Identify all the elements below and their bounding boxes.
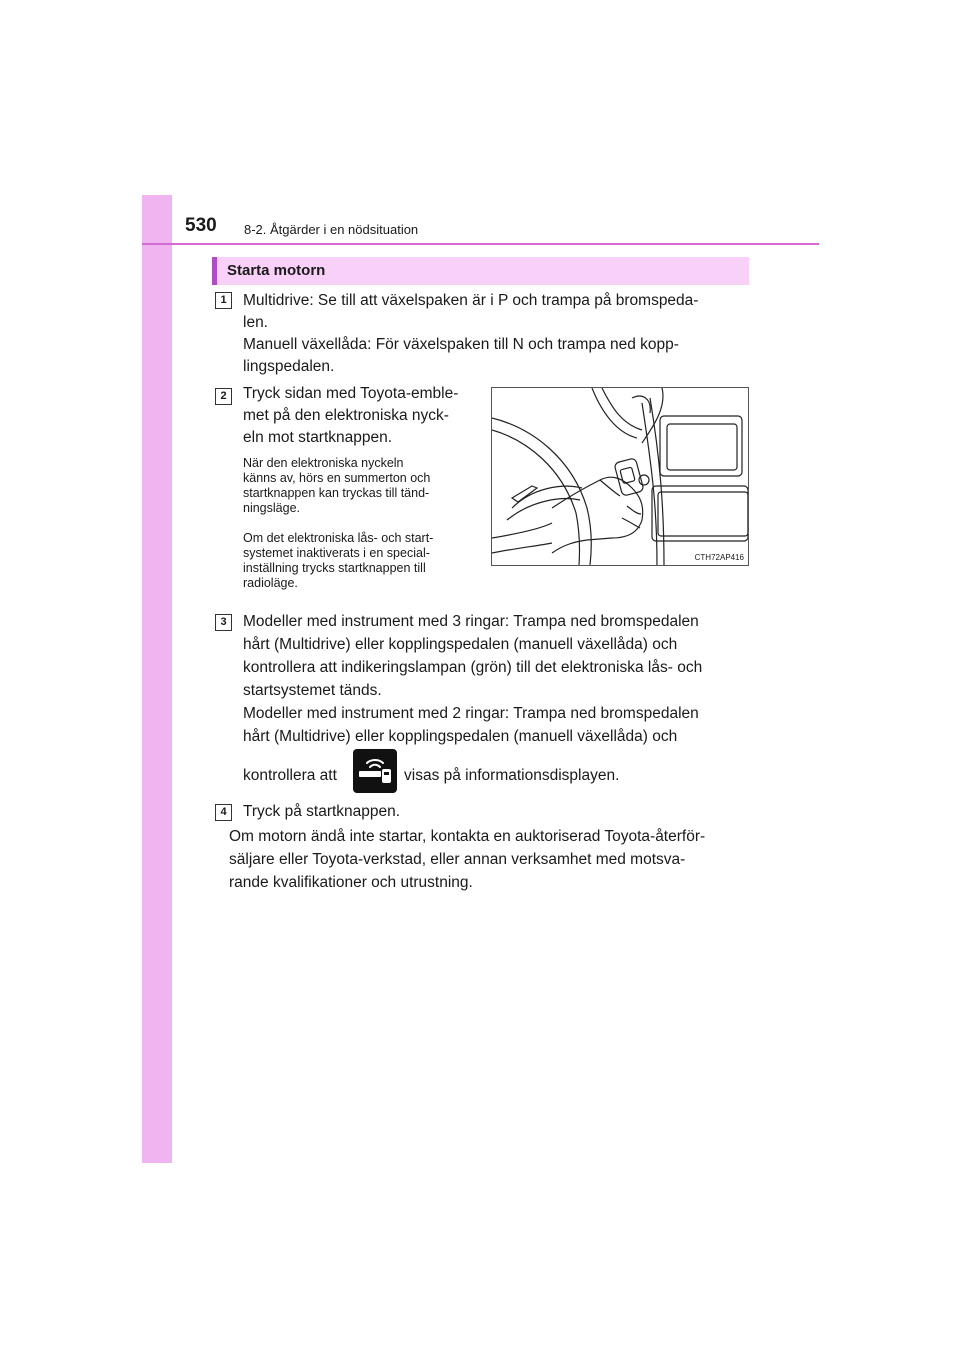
step-4-number: 4 [215, 804, 232, 821]
step-2-note-2-line-3: inställning trycks startknappen till [243, 561, 426, 575]
section-title-bar [212, 257, 749, 285]
step-2-note-1-line-4: ningsläge. [243, 501, 300, 515]
side-tab-band [142, 195, 172, 1163]
step-3-line-2: hårt (Multidrive) eller kopplingspedalen (manuell växellåda) och [243, 636, 678, 653]
step-2-note-1-line-3: startknappen kan tryckas till tänd- [243, 486, 430, 500]
footer-line-1: Om motorn ändå inte startar, kontakta en auktoriserad Toyota-återför- [229, 828, 706, 845]
header-rule [142, 243, 819, 245]
start-button-illustration [491, 387, 749, 566]
step-1-number: 1 [215, 292, 232, 309]
step-2-note-1-line-2: känns av, hörs en summerton och [243, 471, 431, 485]
step-3-line-1: Modeller med instrument med 3 ringar: Trampa ned bromspedalen [243, 613, 699, 630]
step-3-number: 3 [215, 614, 232, 631]
section-title: Starta motorn [227, 262, 326, 279]
footer-line-3: rande kvalifikationer och utrustning. [229, 874, 473, 891]
step-2-note-2-line-2: systemet inaktiverats i en special- [243, 546, 430, 560]
step-3-line-3: kontrollera att indikeringslampan (grön) till det elektroniska lås- och [243, 659, 703, 676]
key-indicator-icon [353, 749, 397, 793]
step-2-line-3: eln mot startknappen. [243, 429, 393, 446]
step-3-line-4: startsystemet tänds. [243, 682, 382, 699]
step-2-note-1-line-1: När den elektroniska nyckeln [243, 456, 404, 470]
page-number: 530 [185, 215, 217, 236]
step-2-note-2-line-4: radioläge. [243, 576, 298, 590]
step-3-after-icon: visas på informationsdisplayen. [404, 767, 620, 784]
step-4-line-1: Tryck på startknappen. [243, 803, 401, 820]
step-2-note-2-line-1: Om det elektroniska lås- och start- [243, 531, 434, 545]
step-1-line-4: lingspedalen. [243, 358, 335, 375]
step-2-number: 2 [215, 388, 232, 405]
hand-pressing-key-icon [492, 388, 748, 565]
footer-line-2: säljare eller Toyota-verkstad, eller annan verksamhet med motsva- [229, 851, 686, 868]
step-3-line-6: hårt (Multidrive) eller kopplingspedalen (manuell växellåda) och [243, 728, 678, 745]
step-1-line-3: Manuell växellåda: För växelspaken till N och trampa ned kopp- [243, 336, 679, 353]
chapter-heading: 8-2. Åtgärder i en nödsituation [244, 222, 419, 237]
step-3-line-5: Modeller med instrument med 2 ringar: Trampa ned bromspedalen [243, 705, 699, 722]
step-1-line-1: Multidrive: Se till att växelspaken är i P och trampa på bromspeda- [243, 292, 699, 309]
step-1-line-2: len. [243, 314, 268, 331]
step-2-line-1: Tryck sidan med Toyota-emble- [243, 385, 459, 402]
step-2-line-2: met på den elektroniska nyck- [243, 407, 449, 424]
figure-code: CTH72AP416 [694, 553, 744, 562]
step-3-before-icon: kontrollera att [243, 767, 337, 784]
